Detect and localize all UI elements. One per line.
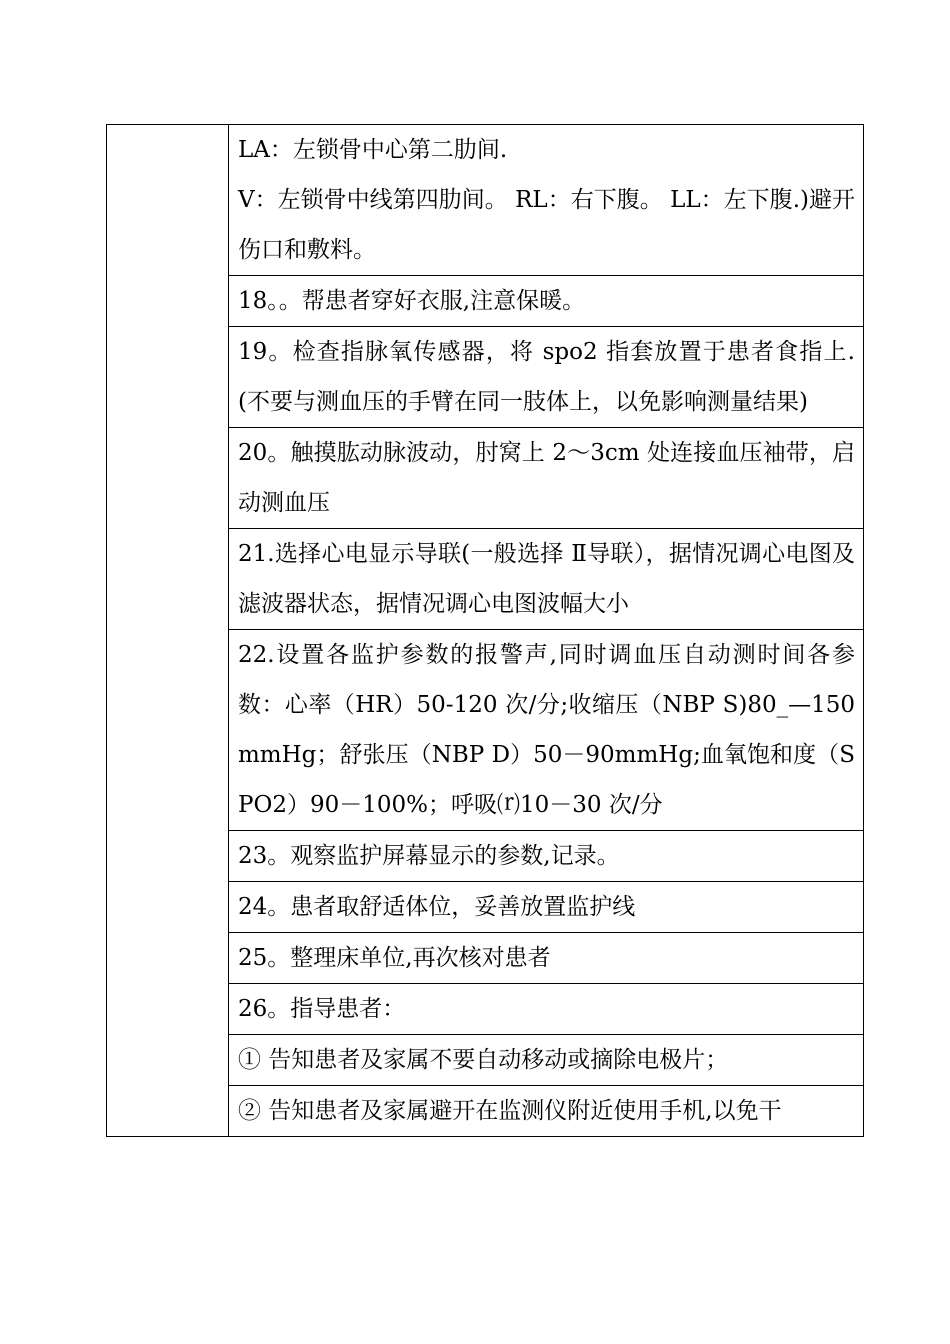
- table-cell: [229, 1035, 864, 1086]
- table-row: [107, 125, 864, 276]
- step-text: 24。患者取舒适体位，妥善放置监护线: [238, 894, 636, 920]
- step-text: ② 告知患者及家属避开在监测仪附近使用手机,以免干: [238, 1098, 782, 1124]
- step-text: ① 告知患者及家属不要自动移动或摘除电极片；: [238, 1047, 729, 1073]
- table-cell: [229, 831, 864, 882]
- table-cell: [229, 882, 864, 933]
- table-cell: [229, 630, 864, 831]
- left-column-cell: [107, 125, 229, 1137]
- table-cell: [229, 276, 864, 327]
- step-text: 21.选择心电显示导联(一般选择 Ⅱ导联），据情况调心电图及滤波器状态，据情况调心电图波幅大小: [238, 541, 855, 617]
- step-text: 18。。帮患者穿好衣服,注意保暖。: [238, 288, 586, 314]
- table-cell: [229, 125, 864, 276]
- step-text: 26。指导患者：: [238, 996, 406, 1022]
- table-cell: [229, 327, 864, 428]
- table-cell: [229, 428, 864, 529]
- step-text: 23。观察监护屏幕显示的参数,记录。: [238, 843, 620, 869]
- table-cell: [229, 933, 864, 984]
- table-cell: [229, 529, 864, 630]
- table-cell: [229, 984, 864, 1035]
- step-text: 25。整理床单位,再次核对患者: [238, 945, 551, 971]
- step-text: 19。检查指脉氧传感器，将 spo2 指套放置于患者食指上.(不要与测血压的手臂在同一肢体上，以免影响测量结果): [238, 339, 855, 415]
- step-text: 22.设置各监护参数的报警声,同时调血压自动测时间各参数：心率（HR）50-120 次/分;收缩压（NBP S)80_—150mmHg；舒张压（NBP D）50－90mmHg;血氧饱和度（SPO2）90－100%；呼吸⒭10－30 次/分: [238, 642, 855, 818]
- step-text: 20。触摸肱动脉波动，肘窝上 2～3cm 处连接血压袖带，启动测血压: [238, 440, 855, 516]
- step-text: LA：左锁骨中心第二肋间. V：左锁骨中线第四肋间。 RL：右下腹。 LL：左下腹.)避开伤口和敷料。: [238, 137, 855, 263]
- table-cell: [229, 1086, 864, 1137]
- procedure-table: [106, 124, 864, 1137]
